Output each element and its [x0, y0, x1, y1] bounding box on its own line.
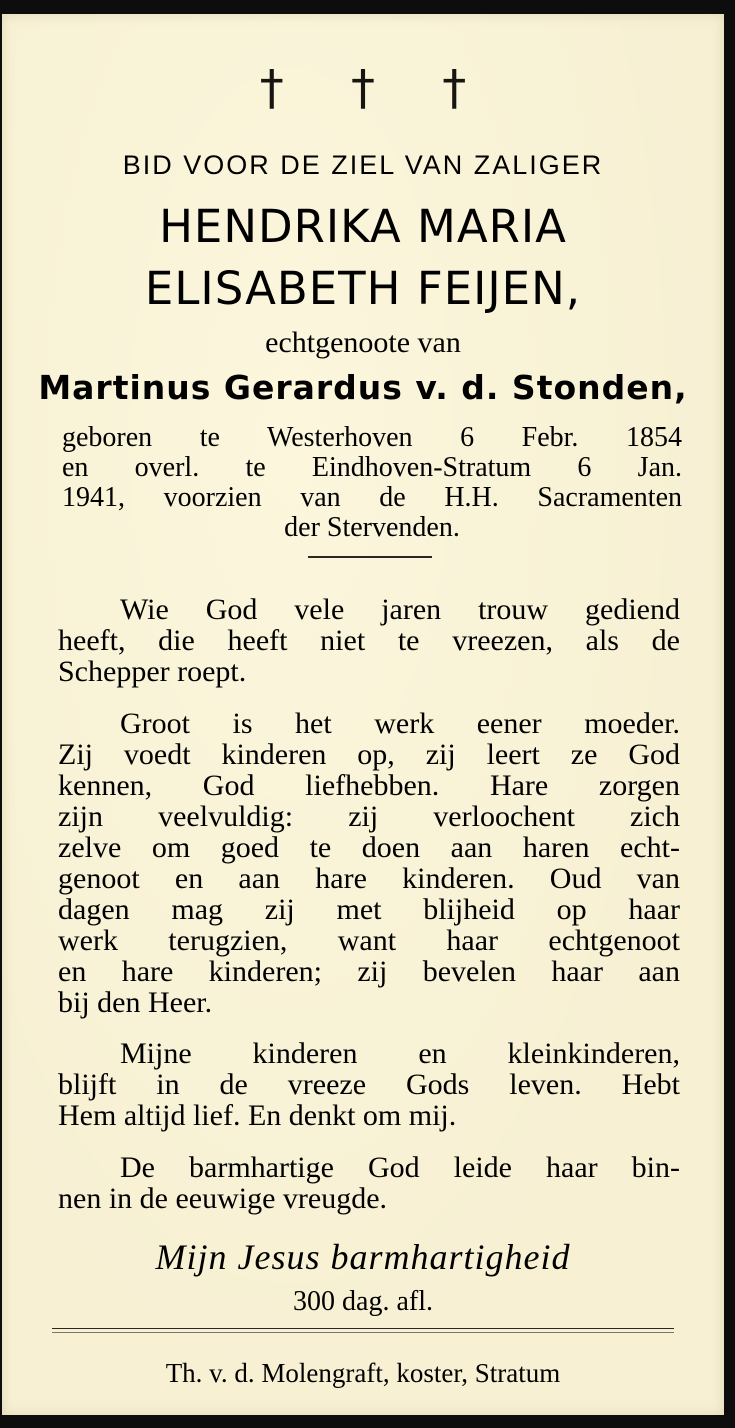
printer-credit: Th. v. d. Molengraft, koster, Stratum	[165, 1358, 561, 1388]
paragraph-line: Hem altijd lief. En denkt om mij.	[58, 1099, 457, 1132]
paragraph-line: dagen mag zij met blijheid op haar	[58, 893, 680, 926]
spouse-label: echtgenoote van	[265, 326, 461, 359]
paragraph-line: heeft, die heeft niet te vreezen, als de	[58, 624, 680, 657]
paragraph-line: werk terugzien, want haar echtgenoot	[58, 924, 680, 957]
prayer-heading: BID VOOR DE ZIEL VAN ZALIGER	[122, 150, 604, 180]
paragraph-line: zelve om goed te doen aan haren echt-	[58, 831, 680, 864]
paragraph-line: en hare kinderen; zij bevelen haar aan	[58, 955, 680, 988]
paragraph-line: Mijne kinderen en kleinkinderen,	[120, 1037, 680, 1070]
bottom-divider	[52, 1328, 674, 1329]
paragraph-line: De barmhartige God leide haar bin-	[120, 1151, 680, 1184]
paragraph-line: nen in de eeuwige vreugde.	[58, 1182, 388, 1215]
crosses-icon: † † †	[259, 60, 493, 116]
bio-line: geboren te Westerhoven 6 Febr. 1854	[62, 422, 682, 453]
spouse-name: Martinus Gerardus v. d. Stonden,	[38, 368, 688, 407]
bio-line: en overl. te Eindhoven-Stratum 6 Jan.	[62, 452, 682, 483]
paragraph-line: kennen, God liefhebben. Hare zorgen	[58, 769, 680, 802]
indulgence-note: 300 dag. afl.	[293, 1286, 433, 1317]
bio-line: 1941, voorzien van de H.H. Sacramenten	[62, 482, 682, 513]
paragraph-line: Zij voedt kinderen op, zij leert ze God	[58, 738, 680, 771]
bio-line: der Stervenden.	[284, 512, 460, 543]
paragraph-line: blijft in de vreeze Gods leven. Hebt	[58, 1068, 680, 1101]
paragraph-line: genoot en aan hare kinderen. Oud van	[58, 862, 680, 895]
paragraph-line: Wie God vele jaren trouw gediend	[120, 593, 680, 626]
bottom-divider-2	[52, 1332, 674, 1333]
paragraph-line: bij den Heer.	[58, 986, 213, 1019]
memorial-card	[2, 14, 724, 1415]
deceased-name-line-2: ELISABETH FEIJEN,	[144, 262, 582, 315]
divider	[308, 556, 432, 558]
ejaculation-prayer: Mijn Jesus barmhartigheid	[155, 1237, 571, 1277]
paragraph-line: Schepper roept.	[58, 655, 247, 688]
paragraph-line: zijn veelvuldig: zij verloochent zich	[58, 800, 680, 833]
paragraph-line: Groot is het werk eener moeder.	[120, 707, 680, 740]
deceased-name-line-1: HENDRIKA MARIA	[159, 200, 567, 253]
